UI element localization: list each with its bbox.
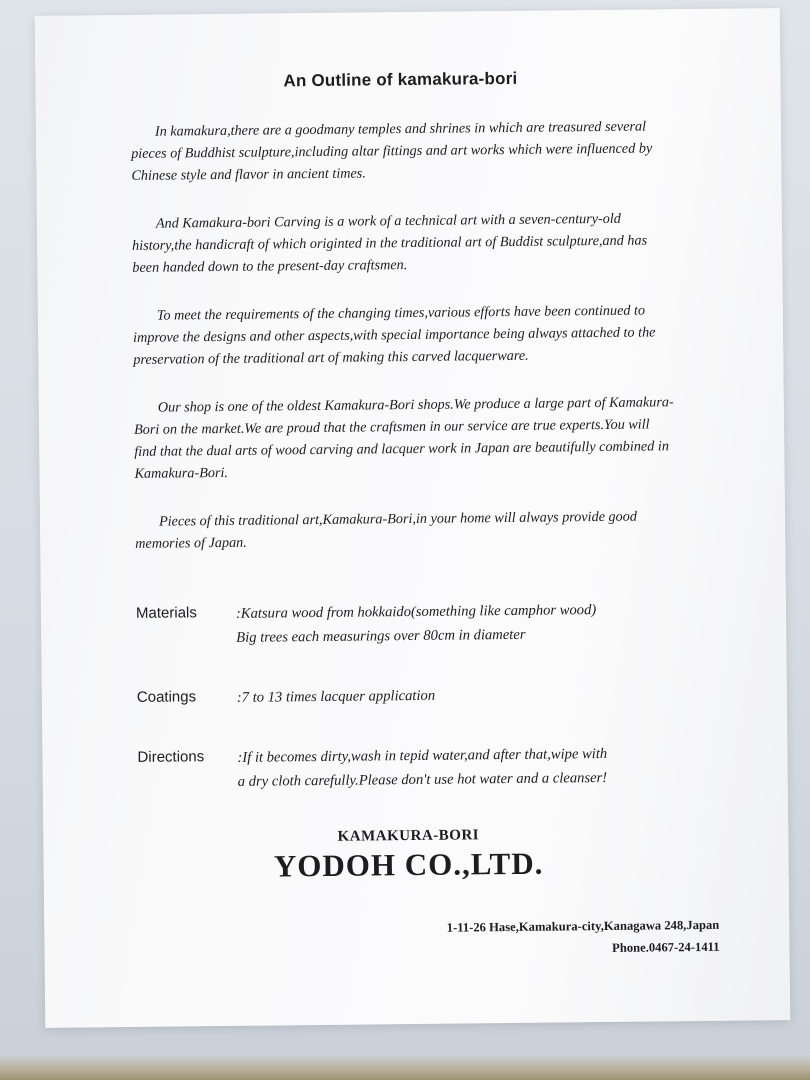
paragraph-tradition: To meet the requirements of the changing times,various efforts have been continued to improve the designs and other aspects,with special importance being always attached to the preservation of the traditional art of making this carved lacquerware. bbox=[133, 302, 656, 368]
spec-line: :If it becomes dirty,wash in tepid water,and after that,wipe with bbox=[237, 745, 608, 766]
spec-line: a dry cloth carefully.Please don't use hot water and a cleanser! bbox=[237, 769, 608, 790]
spec-coatings bbox=[137, 681, 677, 711]
company-address: 1-11-26 Hase,Kamakura-city,Kanagawa 248,Japan bbox=[446, 917, 720, 935]
company-subtitle: KAMAKURA-BORI bbox=[337, 827, 480, 845]
company-block bbox=[138, 825, 679, 886]
spec-value bbox=[237, 742, 607, 794]
specifications bbox=[136, 597, 678, 795]
spec-label: Coatings bbox=[136, 688, 197, 706]
spec-line: Big trees each measurings over 80cm in diameter bbox=[236, 626, 526, 646]
company-name: YODOH CO.,LTD. bbox=[273, 845, 544, 884]
paragraph-temples: In kamakura,there are a goodmany temples and shrines in which are treasured several pieces of Buddhist sculpture,including altar fittings and art works which were influenced by Chinese style and flavor in ancient times. bbox=[131, 118, 653, 184]
company-phone: Phone.0467-24-1411 bbox=[612, 939, 720, 955]
spec-line: :Katsura wood from hokkaido(something like camphor wood) bbox=[235, 602, 597, 622]
paper-sheet bbox=[35, 8, 791, 1028]
spec-line: :7 to 13 times lacquer application bbox=[236, 687, 436, 706]
contact-info bbox=[139, 914, 719, 964]
table-edge bbox=[0, 1054, 810, 1080]
spec-label: Materials bbox=[135, 604, 197, 622]
document-content bbox=[130, 67, 720, 964]
paragraph-history: And Kamakura-bori Carving is a work of a technical art with a seven-century-old history,the handicraft of which originted in the traditional art of Buddist sculpture,and has been handed down to the present-day craftsmen. bbox=[132, 210, 648, 276]
document-title: An Outline of kamakura-bori bbox=[283, 68, 518, 91]
paragraph-shop: Our shop is one of the oldest Kamakura-Bori shops.We produce a large part of Kamakura-Bori on the market.We are proud that the craftsmen in our service are true experts.You will find that the dual arts of wood carving and lacquer work in Japan are beautifully combined in Kamakura-Bori. bbox=[133, 394, 674, 482]
paragraph-memories: Pieces of this traditional art,Kamakura-Bori,in your home will always provide good memories of Japan. bbox=[135, 508, 637, 552]
spec-value bbox=[237, 684, 435, 710]
spec-directions bbox=[137, 741, 677, 795]
spec-value bbox=[236, 598, 597, 650]
spec-materials bbox=[136, 597, 676, 651]
spec-label: Directions bbox=[137, 748, 205, 766]
